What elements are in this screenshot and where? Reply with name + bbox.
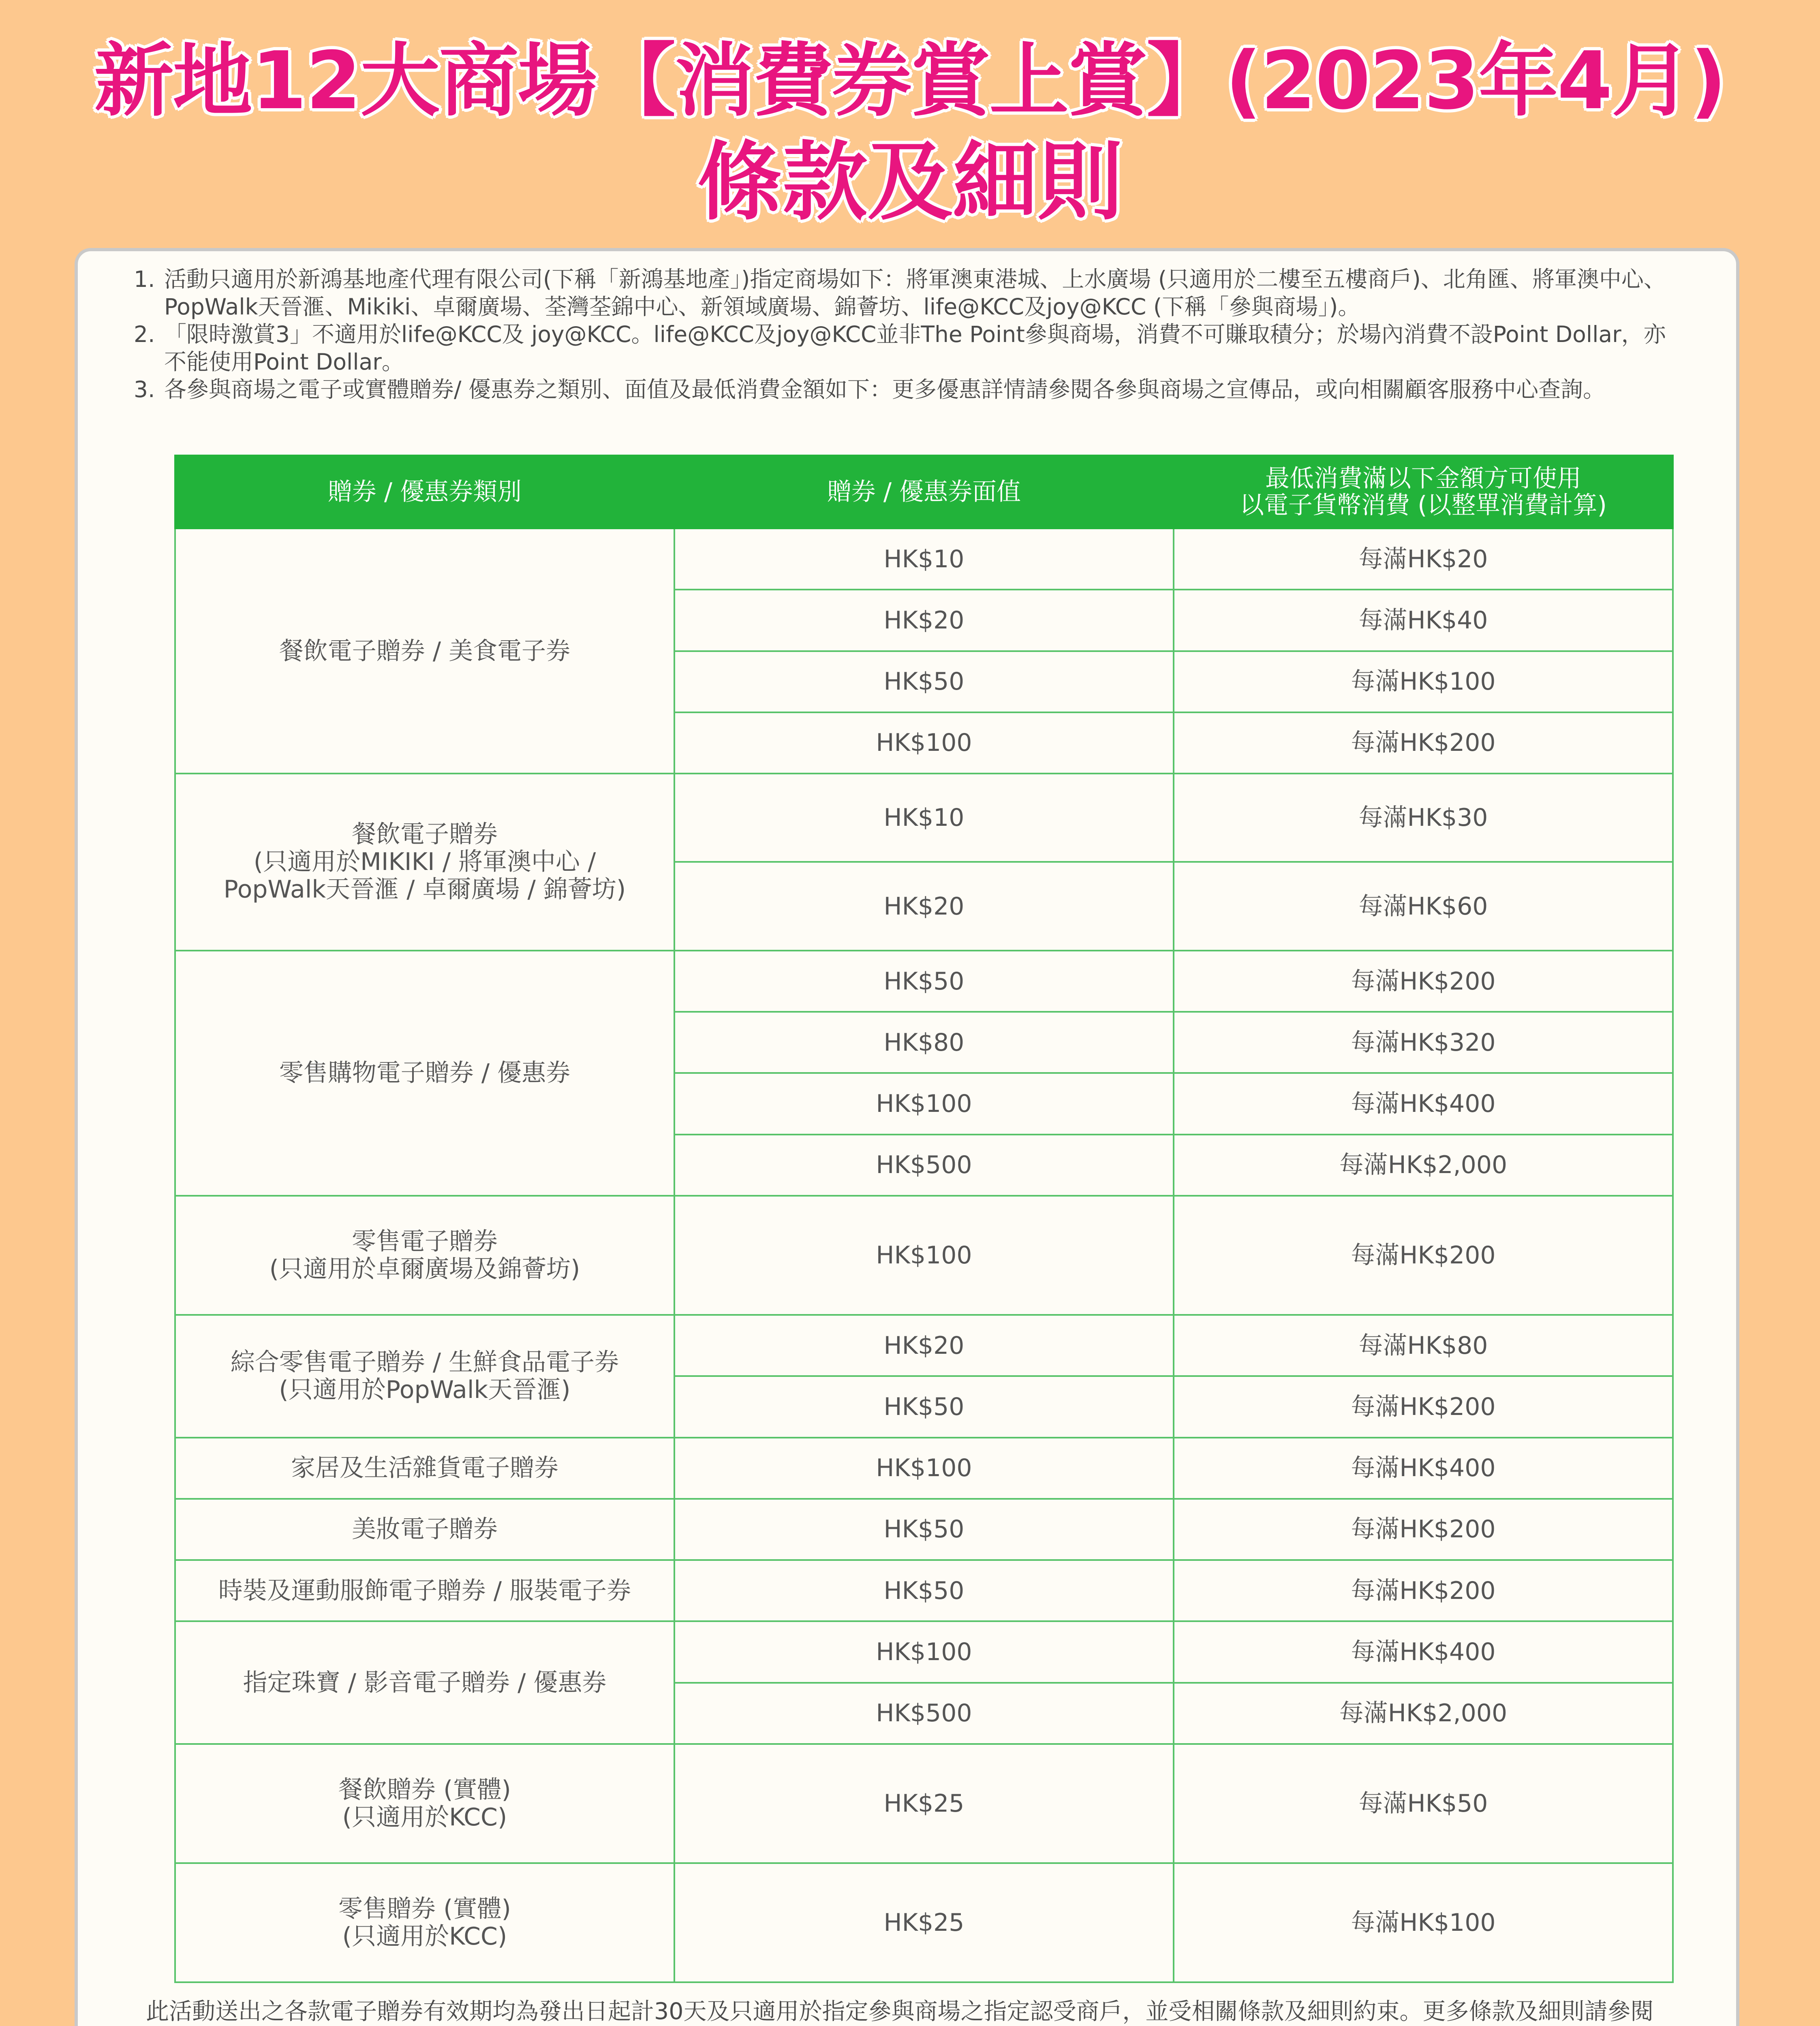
- voucher-category-cell: 家居及生活雜貨電子贈券: [175, 1438, 674, 1499]
- table-note: 此活動送出之各款電子贈券有效期均為發出日起計30天及只適用於指定參與商場之指定認受商戶，並受相關條款及細則約束。更多條款及細則請參閱: [146, 1998, 1654, 2025]
- min-spend-cell: 每滿HK$200: [1174, 712, 1673, 774]
- term-item: [134, 321, 1674, 376]
- voucher-value-cell: HK$50: [674, 1499, 1174, 1560]
- voucher-value-cell: HK$20: [674, 1315, 1174, 1376]
- min-spend-cell: 每滿HK$200: [1174, 1376, 1673, 1437]
- table-row: [175, 951, 1673, 1012]
- min-spend-cell: 每滿HK$80: [1174, 1315, 1673, 1376]
- voucher-value-cell: HK$80: [674, 1012, 1174, 1073]
- table-row: [175, 774, 1673, 862]
- voucher-category-cell: 零售購物電子贈券 / 優惠券: [175, 951, 674, 1196]
- min-spend-cell: 每滿HK$200: [1174, 1499, 1673, 1560]
- min-spend-cell: 每滿HK$200: [1174, 1560, 1673, 1621]
- voucher-value-cell: HK$500: [674, 1135, 1174, 1196]
- min-spend-cell: 每滿HK$60: [1174, 862, 1673, 950]
- term-text: 「限時激賞3」不適用於life@KCC及 joy@KCC。life@KCC及joy@KCC並非The Point參與商場，消費不可賺取積分；於場內消費不設Point Dollar，亦不能使用Point Dollar。: [164, 321, 1666, 375]
- min-spend-cell: 每滿HK$200: [1174, 1196, 1673, 1315]
- min-spend-cell: 每滿HK$100: [1174, 1863, 1673, 1982]
- term-number: 3.: [134, 376, 155, 402]
- voucher-value-cell: HK$100: [674, 1438, 1174, 1499]
- min-spend-cell: 每滿HK$400: [1174, 1073, 1673, 1134]
- min-spend-cell: 每滿HK$2,000: [1174, 1135, 1673, 1196]
- voucher-value-cell: HK$100: [674, 712, 1174, 774]
- min-spend-cell: 每滿HK$50: [1174, 1744, 1673, 1863]
- voucher-value-cell: HK$100: [674, 1073, 1174, 1134]
- term-text: 活動只適用於新鴻基地產代理有限公司(下稱「新鴻基地產」)指定商場如下：將軍澳東港城、上水廣場 (只適用於二樓至五樓商戶)、北角匯、將軍澳中心、PopWalk天晉滙、Mikiki、卓爾廣場、荃灣荃錦中心、新領域廣場、錦薈坊、life@KCC及joy@KCC (下稱「參與商場」)。: [164, 266, 1666, 320]
- voucher-value-cell: HK$10: [674, 774, 1174, 862]
- table-row: [175, 1499, 1673, 1560]
- min-spend-cell: 每滿HK$30: [1174, 774, 1673, 862]
- min-spend-cell: 每滿HK$40: [1174, 590, 1673, 651]
- header-value: 贈券 / 優惠券面值: [674, 455, 1174, 528]
- table-row: [175, 1863, 1673, 1982]
- min-spend-cell: 每滿HK$2,000: [1174, 1683, 1673, 1744]
- table-row: [175, 1315, 1673, 1376]
- header-min-spend-line2: 以電子貨幣消費 (以整單消費計算): [1240, 491, 1607, 519]
- term-item: [134, 265, 1674, 321]
- terms-list-top: [134, 265, 1674, 403]
- table-row: [175, 1744, 1673, 1863]
- voucher-value-cell: HK$100: [674, 1196, 1174, 1315]
- voucher-value-cell: HK$50: [674, 951, 1174, 1012]
- voucher-category-cell: 指定珠寶 / 影音電子贈券 / 優惠券: [175, 1621, 674, 1744]
- voucher-value-cell: HK$50: [674, 1560, 1174, 1621]
- min-spend-cell: 每滿HK$20: [1174, 528, 1673, 590]
- voucher-value-cell: HK$50: [674, 1376, 1174, 1437]
- term-number: 1.: [134, 266, 155, 292]
- table-row: [175, 528, 1673, 590]
- table-row: [175, 1621, 1673, 1682]
- voucher-category-cell: 時裝及運動服飾電子贈券 / 服裝電子券: [175, 1560, 674, 1621]
- min-spend-cell: 每滿HK$200: [1174, 951, 1673, 1012]
- voucher-value-cell: HK$10: [674, 528, 1174, 590]
- voucher-value-cell: HK$100: [674, 1621, 1174, 1682]
- page-title: 新地12大商場【消費券賞上賞】(2023年4月): [94, 35, 1726, 127]
- header-min-spend: [1174, 455, 1673, 528]
- voucher-value-cell: HK$20: [674, 590, 1174, 651]
- voucher-category-cell: 餐飲贈券 (實體) (只適用於KCC): [175, 1744, 674, 1863]
- page-subtitle: 條款及細則: [697, 133, 1123, 232]
- voucher-value-cell: HK$25: [674, 1863, 1174, 1982]
- table-row: [175, 1438, 1673, 1499]
- table-row: [175, 1196, 1673, 1315]
- voucher-category-cell: 美妝電子贈券: [175, 1499, 674, 1560]
- voucher-category-cell: 零售贈券 (實體) (只適用於KCC): [175, 1863, 674, 1982]
- table-header-row: [175, 455, 1673, 528]
- voucher-value-cell: HK$500: [674, 1683, 1174, 1744]
- min-spend-cell: 每滿HK$320: [1174, 1012, 1673, 1073]
- voucher-category-cell: 餐飲電子贈券 / 美食電子券: [175, 528, 674, 774]
- voucher-value-cell: HK$20: [674, 862, 1174, 950]
- term-number: 2.: [134, 321, 155, 347]
- header-category: 贈券 / 優惠券類別: [175, 455, 674, 528]
- min-spend-cell: 每滿HK$100: [1174, 651, 1673, 712]
- voucher-category-cell: 綜合零售電子贈券 / 生鮮食品電子券 (只適用於PopWalk天晉滙): [175, 1315, 674, 1438]
- voucher-value-cell: HK$50: [674, 651, 1174, 712]
- min-spend-cell: 每滿HK$400: [1174, 1621, 1673, 1682]
- table-row: [175, 1560, 1673, 1621]
- header-min-spend-line1: 最低消費滿以下金額方可使用: [1265, 464, 1581, 493]
- voucher-value-cell: HK$25: [674, 1744, 1174, 1863]
- min-spend-cell: 每滿HK$400: [1174, 1438, 1673, 1499]
- voucher-category-cell: 零售電子贈券 (只適用於卓爾廣場及錦薈坊): [175, 1196, 674, 1315]
- term-item: [134, 376, 1674, 403]
- voucher-table: [174, 455, 1674, 1983]
- term-text: 各參與商場之電子或實體贈券/ 優惠券之類別、面值及最低消費金額如下：更多優惠詳情請參閱各參與商場之宣傳品，或向相關顧客服務中心查詢。: [164, 376, 1606, 402]
- voucher-category-cell: 餐飲電子贈券 (只適用於MIKIKI / 將軍澳中心 / PopWalk天晉滙 / 卓爾廣場 / 錦薈坊): [175, 774, 674, 951]
